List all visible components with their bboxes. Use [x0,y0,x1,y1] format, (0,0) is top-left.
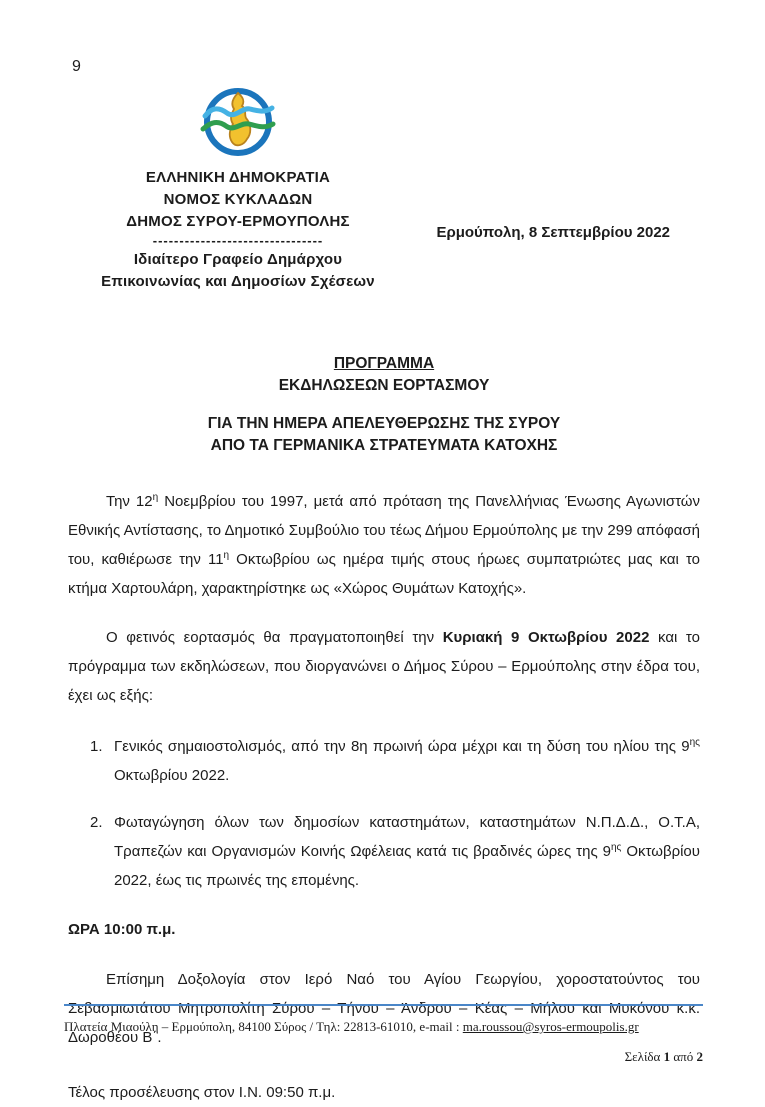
org-line-prefecture: ΝΟΜΟΣ ΚΥΚΛΑΔΩΝ [163,191,313,208]
title-line-4: ΑΠΟ ΤΑ ΓΕΡΜΑΝΙΚΑ ΣΤΡΑΤΕΥΜΑΤΑ ΚΑΤΟΧΗΣ [210,437,558,454]
p2-event-date: Κυριακή 9 Οκτωβρίου 2022 [442,629,650,646]
list-item-1-number: 1. [90,738,103,755]
letterhead-divider: -------------------------------- [152,233,324,248]
document-date: Ερμούπολη, 8 Σεπτεμβρίου 2022 [436,224,670,241]
footer-page-total: 2 [696,1049,703,1064]
li1-ordinal: ης [689,737,700,748]
footer-contact-line [64,1019,703,1035]
time-heading: ΩΡΑ 10:00 π.μ. [68,921,176,938]
page-corner-number: 9 [72,58,81,75]
li1-text-1: Γενικός σημαιοστολισμός, από την 8η πρωινή ώρα μέχρι και τη δύση του ηλίου της 9 [114,738,690,755]
letterhead [68,84,700,293]
page-footer [64,1004,703,1065]
title-line-3: ΓΙΑ ΤΗΝ ΗΜΕΡΑ ΑΠΕΛΕΥΘΕΡΩΣΗΣ ΤΗΣ ΣΥΡΟΥ [207,415,561,432]
p1-text-3: Οκτωβρίου ως ημέρα τιμής στους ήρωες συμπατριώτες μας και το κτήμα Χαρτουλάρη, χαρακτηρίστηκε ως «Χώρος Θυμάτων Κατοχής». [68,551,701,597]
paragraph-arrival-deadline: Τέλος προσέλευσης στον Ι.Ν. 09:50 π.μ. [68,1084,336,1101]
list-item-1 [90,732,700,790]
footer-page-separator: από [670,1049,697,1064]
footer-page-word: Σελίδα [624,1049,664,1064]
p1-ordinal-2: η [223,550,230,561]
p1-text-2: Νοεμβρίου του 1997, μετά από πρόταση της Πανελλήνιας Ένωσης Αγωνιστών Εθνικής Αντίστασης, το Δημοτικό Συμβούλιο του τέως Δήμου Ερμούπολης με την 299 απόφασή του, καθιέρωσε την 11 [68,493,700,568]
letterhead-left-column [68,84,408,293]
list-item-2 [90,808,700,895]
li1-text-2: Οκτωβρίου 2022. [114,767,230,784]
title-line-1: ΠΡΟΓΡΑΜΜΑ [333,355,435,372]
office-line-2: Επικοινωνίας και Δημοσίων Σχέσεων [101,273,375,290]
footer-divider-line [64,1004,703,1006]
p1-text-1: Την 12 [106,493,153,510]
list-item-2-number: 2. [90,814,103,831]
org-line-republic: ΕΛΛΗΝΙΚΗ ΔΗΜΟΚΡΑΤΙΑ [145,169,331,186]
p2-text-2: και το πρόγραμμα των εκδηλώσεων, που διοργανώνει ο Δήμος Σύρου – Ερμούπολης στην έδρα του, έχει ως εξής: [68,629,700,704]
municipality-logo [200,84,276,165]
p1-ordinal-1: η [152,492,159,503]
document-title [68,353,700,457]
paragraph-doxology: Επίσημη Δοξολογία στον Ιερό Ναό του Αγίου Γεωργίου, χοροστατούντος του Σεβασμιωτάτου Μητροπολίτη Σύρου – Τήνου – Άνδρου – Κέας – Μήλου και Μυκόνου κ.κ. Δωροθέου Β΄. [68,971,700,1046]
list-item-2-text [114,808,700,895]
title-line-2: ΕΚΔΗΛΩΣΕΩΝ ΕΟΡΤΑΣΜΟΥ [278,377,490,394]
li2-ordinal: ης [610,842,622,853]
li2-text-1: Φωταγώγηση όλων των δημοσίων καταστημάτων, καταστημάτων Ν.Π.Δ.Δ., Ο.Τ.Α, Τραπεζών και Οργανισμών Κοινής Ωφέλειας κατά τις βραδινές ώρες της 9 [114,814,700,860]
municipality-logo-icon [200,84,276,160]
office-line-1: Ιδιαίτερο Γραφείο Δημάρχου [133,251,343,268]
li2-text-2: Οκτωβρίου 2022, έως τις πρωινές της επομένης. [114,843,700,889]
p2-text-1: Ο φετινός εορτασμός θα πραγματοποιηθεί την [106,629,443,646]
footer-address: Πλατεία Μιαούλη – Ερμούπολη, 84100 Σύρος / Τηλ: 22813-61010, e-mail : [64,1019,463,1034]
list-item-1-text [114,732,700,790]
footer-page-current: 1 [663,1049,671,1064]
program-list [68,732,700,895]
footer-email-link[interactable]: ma.roussou@syros-ermoupolis.gr [462,1019,639,1034]
paragraph-announcement [68,623,700,710]
paragraph-history [68,487,700,603]
org-line-municipality: ΔΗΜΟΣ ΣΥΡΟΥ-ΕΡΜΟΥΠΟΛΗΣ [126,213,350,230]
footer-page-indicator [64,1049,703,1065]
title-gap [68,397,700,413]
